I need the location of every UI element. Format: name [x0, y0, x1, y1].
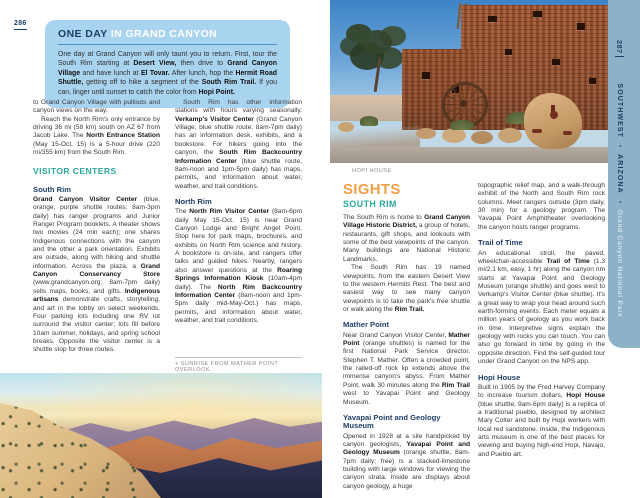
- photo-window: [533, 11, 542, 17]
- photo-petroglyph-mark: [563, 131, 572, 135]
- paragraph: Built in 1905 by the Fred Harvey Company to increase tourism dollars, Hopi House (blue shuttle, 9am-6pm daily) is a replica of a traditional pueblo, designed by architect Mary Colter and built by Hopi workers with local red sandstone. Inside, the Indigenous arts museum is one of the best places for viewing and buying high-end Hopi, Navajo, and Pueblo art.: [478, 383, 606, 458]
- paragraph: to Grand Canyon Village with pullouts and canyon views on the way.: [33, 99, 160, 115]
- sights-heading: SIGHTS: [343, 181, 401, 198]
- photo-border-rocks: [416, 128, 436, 139]
- photo-path-edge: [330, 147, 608, 163]
- photo-border-rocks: [338, 122, 354, 132]
- section-heading-visitor-centers: VISITOR CENTERS: [33, 165, 117, 176]
- left-page-column-2: [175, 99, 302, 373]
- tab-region-label: SOUTHWEST: [616, 83, 623, 139]
- paragraph: Opened in 1928 at a site handpicked by canyon geologists, Yavapai Point and Geology Museum (orange shuttle, 8am-7pm daily; free) is a stacked-limestone building with large windows for viewing the canyon strata. Inside are displays about canyon geology, a huge: [343, 432, 470, 490]
- one-day-box-title: [58, 29, 277, 40]
- chapter-thumb-tab: [608, 0, 640, 348]
- photo-tree: [346, 24, 372, 44]
- photo-window: [505, 49, 512, 55]
- photo-window: [552, 59, 560, 65]
- photo-plant: [360, 116, 378, 126]
- one-day-itinerary-box: [45, 20, 290, 108]
- one-day-box-body: One day at Grand Canyon will only taunt you to return. First, tour the South Rim starting at Desert View, then drive to Grand Canyon Village and have lunch at El Tovar. After lunch, hop the Hermit Road Shuttle, getting off to hike a segment of the South Rim Trail. If you can, linger until sunset to catch the color from Hopi Point.: [58, 50, 277, 97]
- paragraph: An educational stroll, the paved, wheelchair-accessible Trail of Time (1.3 mi/2.1 km, easy, 1 hr) along the canyon rim starts at Yavapai Point and Geology Museum (orange shuttle) and goes west to Verkamp's Visitor Center (blue shuttle). It's a great way to wrap your head around such earth-forming events. Each meter equals a million years of geology as you work back in time. Interpretive signs explain the geology with rocks you can touch. You can also go forward in time by going in the opposite direction. Find the self-guided tour under Grand Canyon on the NPS app.: [478, 249, 606, 366]
- tab-separator-dot: •: [616, 145, 622, 148]
- photo-tree-trunk: [374, 58, 382, 92]
- photo-window: [422, 72, 430, 79]
- sunrise-mather-point-photo: [0, 373, 322, 498]
- one-day-box-title-strong: ONE DAY: [58, 28, 108, 40]
- page-number-rule: [615, 56, 624, 57]
- photo-plant: [450, 120, 474, 130]
- photo-caption-block: [175, 357, 302, 373]
- tab-separator-dot: •: [616, 200, 622, 203]
- caption-marker-icon: +: [175, 361, 179, 367]
- right-page-columns: [343, 181, 606, 490]
- subheading-yavapai-point: Yavapai Point and Geology Museum: [343, 412, 441, 431]
- subheading-hopi-house: Hopi House: [478, 372, 521, 382]
- left-page-column-1: [33, 99, 160, 373]
- paragraph: The South Rim has 19 named viewpoints, from the eastern Desert View to the western Hermits Rest. The best and easiest way to see many canyon viewpoints is to take the park's free shuttle or walk along the Rim Trail.: [343, 264, 470, 313]
- subheading-south-rim: South Rim: [33, 184, 71, 194]
- tab-state-label: ARIZONA: [616, 154, 623, 194]
- thumb-tab-vertical-text: [610, 40, 628, 318]
- tab-park-label: Grand Canyon National Park: [616, 209, 623, 318]
- paragraph: Grand Canyon Visitor Center (blue, orange, purple shuttle routes; 8am-3pm daily) has ranger programs and Junior Ranger Program booklets. A theater shows two movies (24 min each); one shares Indigenous connections with the canyon and the other a park orientation. Exhibits are outside, along with hiking and shuttle information. Across the plaza, a Grand Canyon Conservancy Store (www.grandcanyon.org; 8am-7pm daily) sells maps, books, and gifts. Indigenous artisans demonstrate crafts, storytelling, and art in the lobby on select weekends. Four parking lots including one RV lot surround the visitor center; lots fill before 10am summer, holidays, and spring school breaks. Opposite the visitor center is a shuttle stop for three routes.: [33, 195, 160, 354]
- subheading-mather-point: Mather Point: [343, 320, 389, 330]
- subheading-north-rim: North Rim: [175, 196, 212, 206]
- hopi-house-photo-caption: HOPI HOUSE: [352, 168, 392, 174]
- page-number-left: 286: [14, 20, 27, 30]
- paragraph: Near Grand Canyon Visitor Center, Mather Point (orange shuttles) is named for the first National Park Service director, Stephen T. Mather. Often a crowded point, the railed-off rock lip extends above the immense canyon's abyss. From Mather Point, walk 30 minutes along the Rim Trail west to Yavapai Point and Geology Museum.: [343, 331, 471, 406]
- hopi-house-photo: [330, 0, 608, 163]
- subheading-trail-of-time: Trail of Time: [478, 238, 523, 248]
- one-day-box-title-rest: IN GRAND CANYON: [107, 28, 218, 40]
- photo-petroglyph-boulder: [524, 93, 582, 149]
- photo-petroglyph-mark: [532, 129, 542, 133]
- caption-text: SUNRISE FROM MATHER POINT OVERLOOK: [175, 361, 279, 373]
- page-number-right: 287: [615, 40, 624, 54]
- photo-petroglyph-mark: [550, 111, 558, 119]
- paragraph: Reach the North Rim's only entrance by driving 36 mi (58 km) south on AZ 67 from Jacob Lake. The North Entrance Station (May 15-Oct. 15) is a 5-hour drive (220 mi/355 km) from the South Rim.: [33, 115, 160, 157]
- right-page-column-2: [478, 182, 605, 482]
- paragraph: topographic relief map, and a walk-through exhibit of the North and South Rim rock columns. Meet rangers outside (3pm daily, 30 min) for a geology program. The Yavapai Point Amphitheater overlooking the canyon hosts ranger programs.: [478, 182, 605, 231]
- south-rim-heading: SOUTH RIM: [343, 199, 397, 209]
- right-page-column-1: [343, 181, 471, 490]
- paragraph: The North Rim Visitor Center (8am-6pm daily May 15-Oct. 15) is near Grand Canyon Lodge and Bright Angel Point. Stop here for park maps, brochures, and exhibits on North Rim science and history. A bookstore is on-site, and rangers offer talks and guided hikes. Nearby, rangers also answer questions at the Roaring Springs Information Kiosk (10am-4pm daily). The North Rim Backcountry Information Center (8am-noon and 1pm-5pm daily mid-May-Oct.) has maps, permits, and information about water, weather, and trail conditions.: [175, 208, 302, 324]
- right-page: [322, 0, 640, 498]
- sunrise-photo-caption: [175, 361, 302, 373]
- photo-window: [577, 23, 585, 30]
- photo-window: [589, 78, 596, 84]
- left-page-columns: [33, 99, 302, 373]
- paragraph: South Rim has other information stations with hours varying seasonally. Verkamp's Visitor Center (Grand Canyon Village, blue shuttle route; 8am-7pm daily) has an information desk, exhibits, and a bookstore. For hikers going into the canyon, the South Rim Backcountry Information Center (blue shuttle route, 8am-noon and 1pm-5pm daily) has maps, permits, and information about water, weather, and trail conditions.: [175, 99, 302, 190]
- photo-window: [488, 16, 497, 22]
- one-day-box-divider: [58, 44, 277, 45]
- paragraph: The South Rim is home to Grand Canyon Village Historic District, a group of hotels, restaurants, gift shops, and lookouts with some of the best viewpoints of the canyon. Many buildings are National Historic Landmarks.: [343, 214, 470, 263]
